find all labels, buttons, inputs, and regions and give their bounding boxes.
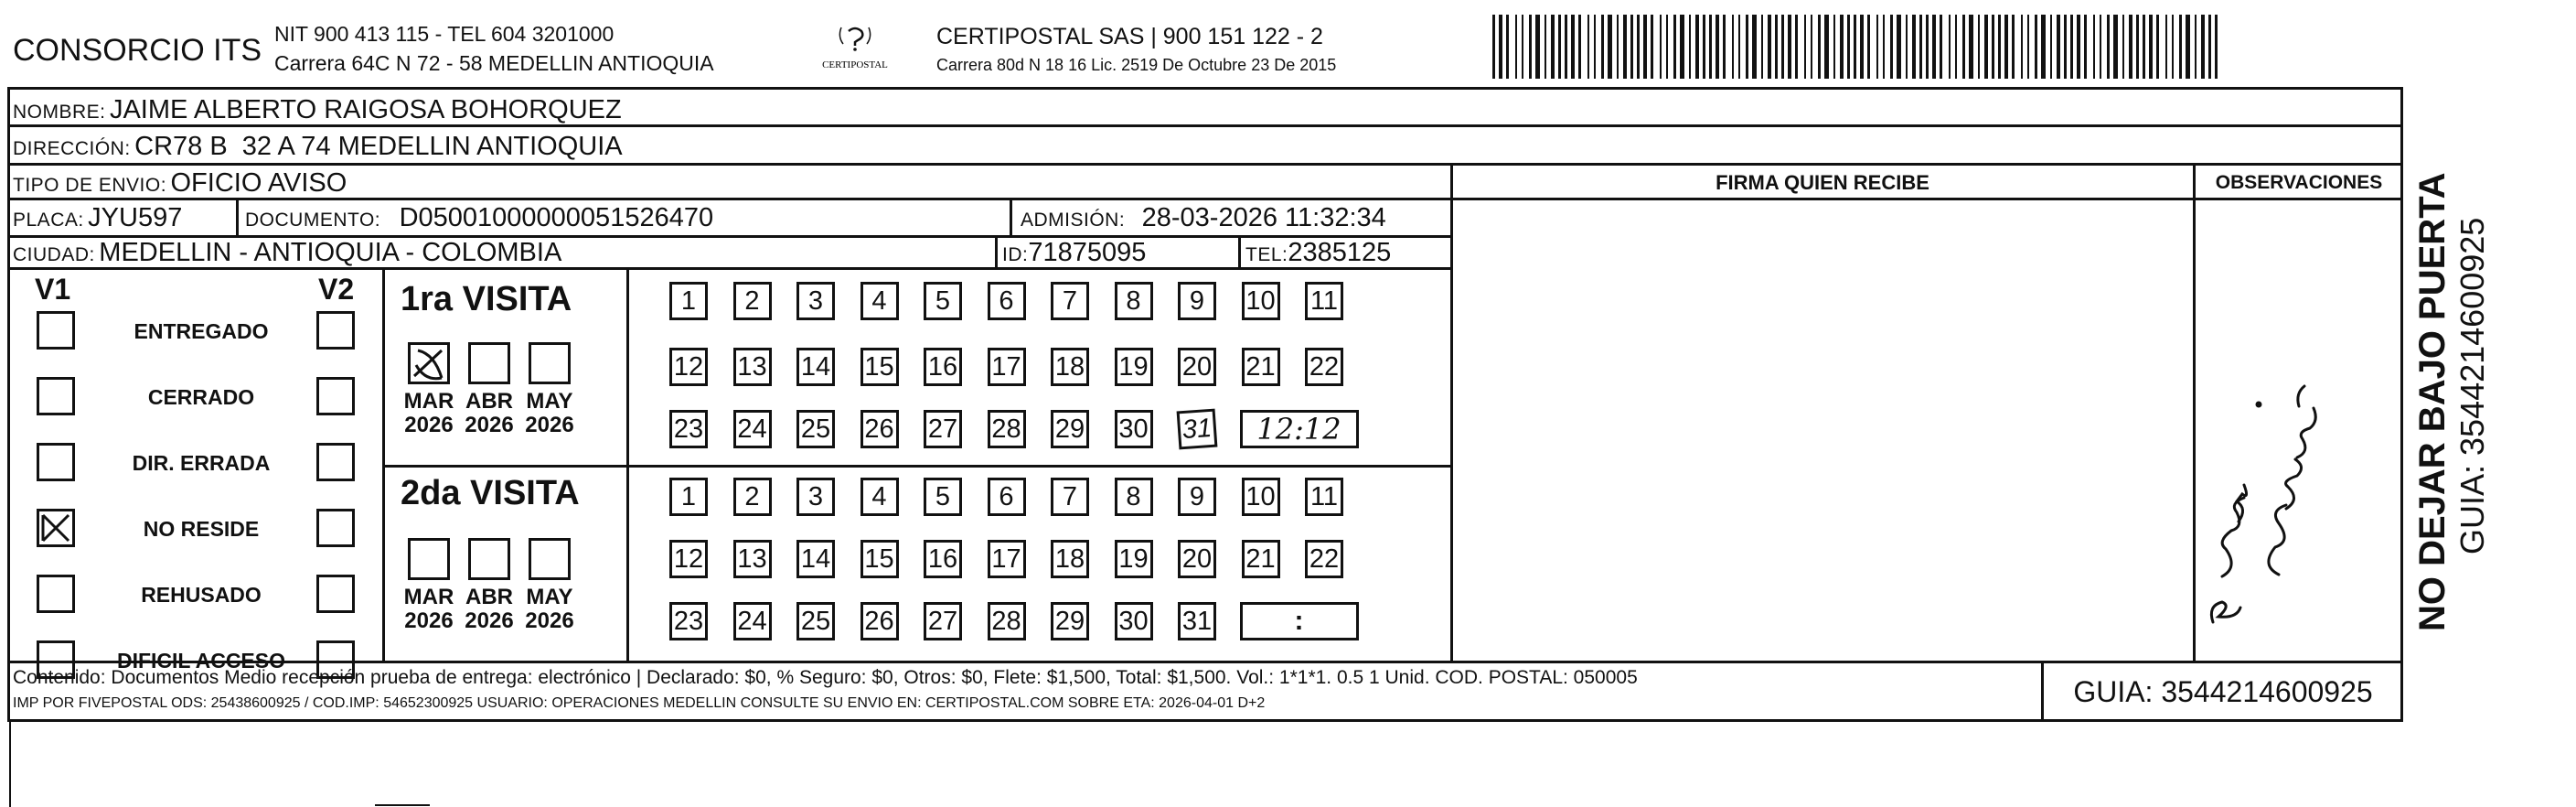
second-visit-day[interactable]: 20 [1178, 540, 1216, 578]
second-visit-day[interactable]: 14 [796, 540, 835, 578]
barcode [1492, 15, 2224, 79]
v2-checkbox[interactable] [316, 311, 355, 350]
name-value: JAIME ALBERTO RAIGOSA BOHORQUEZ [109, 95, 622, 124]
id-value: 71875095 [1028, 238, 1147, 267]
handwritten-day-mark: 31 [1181, 413, 1213, 446]
footer-content: Contenido: Documentos Medio recepción prueba de entrega: electrónico | Declarado: $0, % Seguro: $0, Otros: $0, Flete: $1,500, Total: $1,500. Vol.: 1*1*1. 0.5 1 Unid. COD. POSTAL: 050005 [13, 667, 1638, 688]
second-visit-month-box[interactable] [468, 538, 510, 580]
first-visit-day[interactable]: 13 [733, 348, 772, 386]
footer-imp: IMP POR FIVEPOSTAL ODS: 25438600925 / COD.IMP: 54652300925 USUARIO: OPERACIONES MEDELLIN CONSULTE SU ENVIO EN: CERTIPOSTAL.COM SOBRE ETA: 2026-04-01 D+2 [13, 695, 1266, 711]
second-visit-day[interactable]: 7 [1051, 478, 1089, 516]
first-visit-day[interactable]: 27 [924, 410, 962, 448]
v2-checkbox[interactable] [316, 443, 355, 481]
address-row [13, 134, 623, 160]
name-label: NOMBRE: [13, 102, 106, 123]
scan-mark [375, 804, 430, 806]
send-type-value: OFICIO AVISO [170, 168, 347, 198]
v1-checkbox[interactable] [37, 575, 75, 613]
tel-value: 2385125 [1288, 238, 1392, 267]
v2-header: V2 [318, 273, 355, 306]
status-option-label: REHUSADO [141, 583, 262, 607]
send-type-row [13, 170, 347, 197]
month-label: MAY 2026 [525, 585, 574, 634]
second-visit-day[interactable]: 28 [988, 602, 1026, 640]
v2-checkbox[interactable] [316, 377, 355, 415]
month-label: ABR 2026 [465, 585, 514, 634]
first-visit-day[interactable]: 18 [1051, 348, 1089, 386]
status-option-label: CERRADO [147, 385, 255, 409]
admission-label: ADMISIÓN: [1021, 210, 1126, 231]
first-visit-day[interactable]: 30 [1115, 410, 1153, 448]
second-visit-day[interactable]: 25 [796, 602, 835, 640]
second-visit-month-box[interactable] [408, 538, 450, 580]
second-visit-day[interactable]: 31 [1178, 602, 1216, 640]
second-visit-day[interactable]: 2 [733, 478, 772, 516]
first-visit-day[interactable]: 10 [1242, 282, 1280, 320]
second-visit-day[interactable]: 29 [1051, 602, 1089, 640]
document-label: DOCUMENTO: [245, 210, 381, 231]
second-visit-day[interactable]: 13 [733, 540, 772, 578]
second-visit-day[interactable]: 21 [1242, 540, 1280, 578]
first-visit-day[interactable]: 29 [1051, 410, 1089, 448]
first-visit-day[interactable]: 25 [796, 410, 835, 448]
status-option-label: NO RESIDE [143, 517, 260, 541]
first-visit-day[interactable]: 26 [860, 410, 899, 448]
second-visit-day[interactable]: 6 [988, 478, 1026, 516]
id-row [1002, 240, 1146, 266]
v1-checkbox[interactable] [37, 509, 75, 547]
second-visit-day[interactable]: 11 [1305, 478, 1343, 516]
first-visit-day[interactable]: 20 [1178, 348, 1216, 386]
v2-checkbox[interactable] [316, 509, 355, 547]
second-visit-month-box[interactable] [529, 538, 571, 580]
second-visit-day[interactable]: 27 [924, 602, 962, 640]
first-visit-day[interactable]: 19 [1115, 348, 1153, 386]
admission-row [1021, 205, 1386, 231]
first-visit-day[interactable]: 5 [924, 282, 962, 320]
first-visit-month-box[interactable] [468, 342, 510, 384]
carrier-address: Carrera 80d N 18 16 Lic. 2519 De Octubre 23 De 2015 [936, 56, 1337, 74]
name-row [13, 97, 622, 124]
observations-header: OBSERVACIONES [2215, 172, 2383, 193]
side-guia: GUIA: 3544214600925 [2453, 217, 2491, 554]
first-visit-day[interactable]: 2 [733, 282, 772, 320]
month-label: ABR 2026 [465, 389, 514, 438]
month-label: MAR 2026 [403, 585, 454, 634]
tel-label: TEL: [1245, 244, 1288, 265]
tel-row [1245, 240, 1391, 266]
first-visit-day[interactable]: 14 [796, 348, 835, 386]
send-type-label: TIPO DE ENVIO: [13, 175, 167, 196]
signature-header: FIRMA QUIEN RECIBE [1716, 171, 1929, 194]
first-visit-day[interactable]: 12 [669, 348, 708, 386]
document-row [245, 205, 713, 231]
second-visit-day[interactable]: 12 [669, 540, 708, 578]
first-visit-day[interactable]: 22 [1305, 348, 1343, 386]
second-visit-day[interactable]: 1 [669, 478, 708, 516]
first-visit-day[interactable]: 3 [796, 282, 835, 320]
id-label: ID: [1002, 244, 1029, 265]
first-visit-day[interactable]: 16 [924, 348, 962, 386]
certipostal-logo [814, 22, 896, 75]
first-visit-month-box[interactable] [529, 342, 571, 384]
second-visit-time[interactable]: : [1240, 602, 1359, 640]
first-visit-title: 1ra VISITA [401, 280, 572, 318]
admission-value: 28-03-2026 11:32:34 [1141, 203, 1386, 232]
second-visit-day[interactable]: 24 [733, 602, 772, 640]
second-visit-day[interactable]: 26 [860, 602, 899, 640]
second-visit-day[interactable]: 5 [924, 478, 962, 516]
month-label: MAR 2026 [403, 389, 454, 438]
second-visit-title: 2da VISITA [401, 474, 580, 512]
company-name: CONSORCIO ITS [13, 33, 262, 68]
first-visit-day[interactable]: 9 [1178, 282, 1216, 320]
v1-header: V1 [35, 273, 71, 306]
second-visit-day[interactable]: 19 [1115, 540, 1153, 578]
status-option-label: DIFICIL ACCESO [116, 649, 285, 672]
footer-guia: GUIA: 3544214600925 [2073, 675, 2373, 708]
city-value: MEDELLIN - ANTIOQUIA - COLOMBIA [99, 238, 562, 267]
second-visit-day[interactable]: 9 [1178, 478, 1216, 516]
second-visit-day[interactable]: 4 [860, 478, 899, 516]
first-visit-day[interactable]: 21 [1242, 348, 1280, 386]
first-visit-day[interactable]: 15 [860, 348, 899, 386]
second-visit-day[interactable]: 18 [1051, 540, 1089, 578]
v1-checkbox[interactable] [37, 377, 75, 415]
second-visit-day[interactable]: 16 [924, 540, 962, 578]
first-visit-day[interactable]: 6 [988, 282, 1026, 320]
first-visit-day[interactable]: 1 [669, 282, 708, 320]
company-address: Carrera 64C N 72 - 58 MEDELLIN ANTIOQUIA [274, 51, 714, 75]
carrier-name: CERTIPOSTAL SAS | 900 151 122 - 2 [936, 24, 1323, 49]
first-visit-day[interactable]: 28 [988, 410, 1026, 448]
second-visit-day[interactable]: 8 [1115, 478, 1153, 516]
v1-checkbox[interactable] [37, 311, 75, 350]
scan-edge-line [9, 722, 11, 807]
address-value: CR78 B 32 A 74 MEDELLIN ANTIOQUIA [134, 132, 623, 161]
plate-row [13, 205, 182, 231]
company-nit-tel: NIT 900 413 115 - TEL 604 3201000 [274, 22, 615, 46]
second-visit-day[interactable]: 10 [1242, 478, 1280, 516]
v1-checkbox[interactable] [37, 443, 75, 481]
no-dejar-bajo-puerta: NO DEJAR BAJO PUERTA [2412, 172, 2453, 631]
second-visit-day[interactable]: 22 [1305, 540, 1343, 578]
document-value: D05001000000051526470 [399, 203, 714, 232]
first-visit-day[interactable]: 24 [733, 410, 772, 448]
second-visit-day[interactable]: 3 [796, 478, 835, 516]
second-visit-day[interactable]: 15 [860, 540, 899, 578]
handwritten-observation [2195, 348, 2401, 659]
first-visit-day[interactable]: 11 [1305, 282, 1343, 320]
first-visit-time[interactable]: 12:12 [1240, 410, 1359, 448]
first-visit-day[interactable]: 17 [988, 348, 1026, 386]
first-visit-month-box[interactable] [408, 342, 450, 384]
status-option-label: DIR. ERRADA [132, 451, 271, 475]
v2-checkbox[interactable] [316, 575, 355, 613]
plate-value: JYU597 [88, 203, 183, 232]
second-visit-day[interactable]: 23 [669, 602, 708, 640]
status-option-label: ENTREGADO [134, 319, 269, 343]
first-visit-day[interactable] [1177, 409, 1218, 450]
city-label: CIUDAD: [13, 244, 95, 265]
first-visit-day[interactable]: 4 [860, 282, 899, 320]
first-visit-day[interactable]: 23 [669, 410, 708, 448]
second-visit-day[interactable]: 30 [1115, 602, 1153, 640]
month-label: MAY 2026 [525, 389, 574, 438]
city-row [13, 240, 561, 266]
svg-text:CERTIPOSTAL: CERTIPOSTAL [822, 59, 888, 70]
first-visit-day[interactable]: 8 [1115, 282, 1153, 320]
first-visit-day[interactable]: 7 [1051, 282, 1089, 320]
plate-label: PLACA: [13, 210, 84, 231]
address-label: DIRECCIÓN: [13, 138, 131, 159]
second-visit-day[interactable]: 17 [988, 540, 1026, 578]
